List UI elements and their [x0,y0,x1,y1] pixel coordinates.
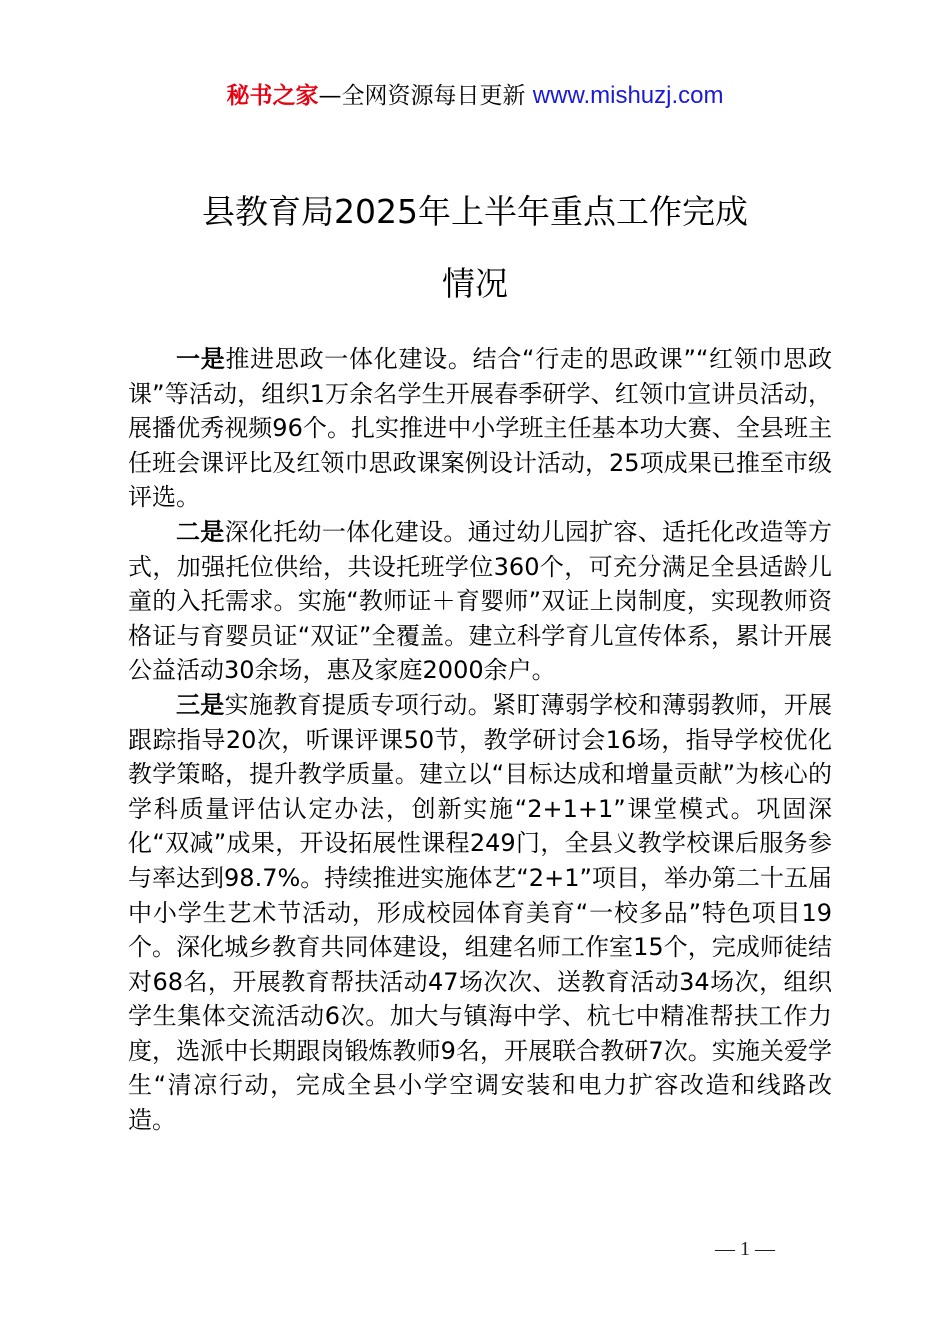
paragraph-3 [128,688,832,1138]
paragraph-1 [128,342,832,515]
page-number: — 1 — [715,1238,775,1260]
paragraph-3-text: 实施教育提质专项行动。紧盯薄弱学校和薄弱教师，开展跟踪指导20次，听课评课50节，教学研讨会16场，指导学校优化教学策略，提升教学质量。建立以“目标达成和增量贡献”为核心的学科质量评估认定办法，创新实施“2+1+1”课堂模式。巩固深化“双减”成果，开设拓展性课程249门，全县义教学校课后服务参与率达到98.7%。持续推进实施体艺“2+1”项目，举办第二十五届中小学生艺术节活动，形成校园体育美育“一校多品”特色项目19个。深化城乡教育共同体建设，组建名师工作室15个，完成师徒结对68名，开展教育帮扶活动47场次次、送教育活动34场次，组织学生集体交流活动6次。加大与镇海中学、杭七中精准帮扶工作力度，选派中长期跟岗锻炼教师9名，开展联合教研7次。实施关爱学生“清凉行动，完成全县小学空调安装和电力扩容改造和线路改造。 [128,690,833,1135]
site-header [0,80,950,112]
site-url-link[interactable]: www.mishuzj.com [532,82,724,109]
title-line-2: 情况 [442,264,508,303]
title-line-1: 县教育局2025年上半年重点工作完成 [202,192,748,231]
document-title [125,186,825,310]
paragraph-2-lead: 二是 [176,517,225,546]
paragraph-2 [128,515,832,688]
paragraph-1-lead: 一是 [176,345,226,373]
paragraph-1-text: 推进思政一体化建设。结合“行走的思政课”“红领巾思政课”等活动，组织1万余名学生开展春季研学、红领巾宣讲员活动，展播优秀视频96个。扎实推进中小学班主任基本功大赛、全县班主任班会课评比及红领巾思政课案例设计活动，25项成果已推至市级评选。 [128,345,832,512]
site-slogan: —全网资源每日更新 [318,83,526,109]
paragraph-2-text: 深化托幼一体化建设。通过幼儿园扩容、适托化改造等方式，加强托位供给，共设托班学位360个，可充分满足全县适龄儿童的入托需求。实施“教师证＋育婴师”双证上岗制度，实现教师资格证与育婴员证“双证”全覆盖。建立科学育儿宣传体系，累计开展公益活动30余场，惠及家庭2000余户。 [128,517,833,685]
paragraph-3-lead: 三是 [176,690,225,719]
document-body [128,342,832,1138]
site-brand: 秘书之家 [226,83,319,109]
